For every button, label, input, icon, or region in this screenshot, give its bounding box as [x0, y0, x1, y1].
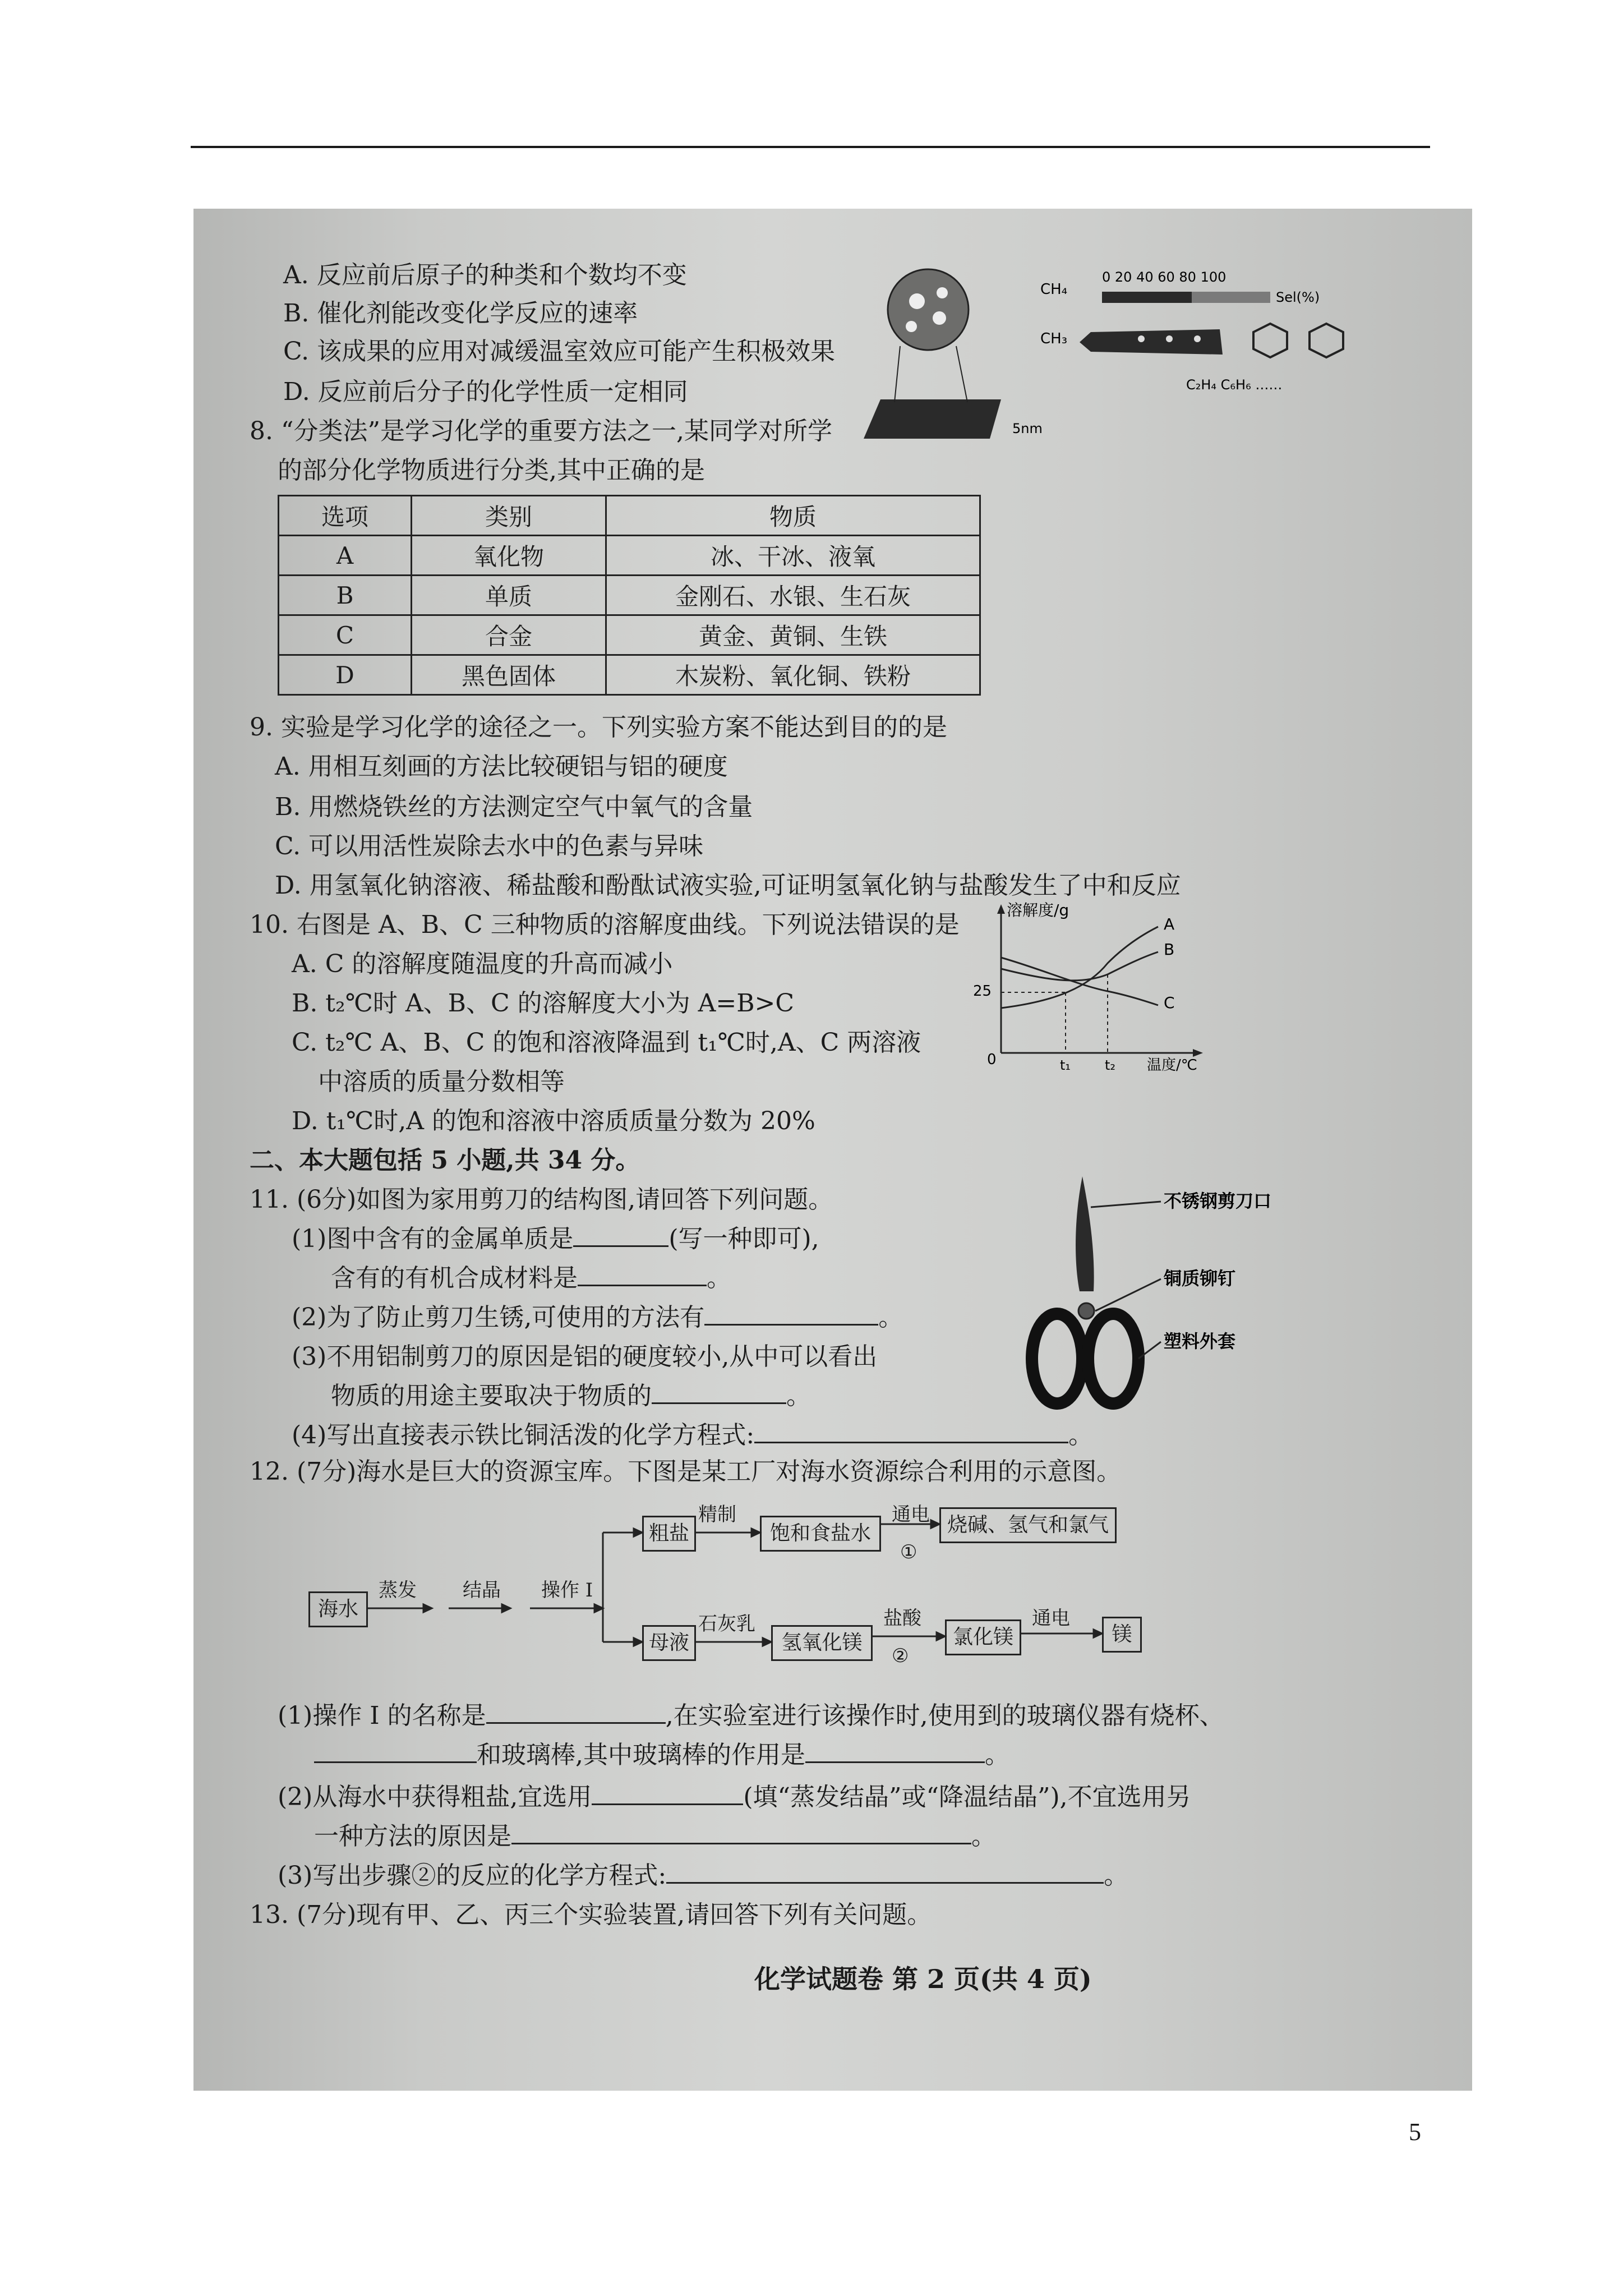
q12-part2b: 一种方法的原因是 。: [314, 1822, 996, 1851]
header-rule: [191, 146, 1430, 148]
q11-part1b: 含有的有机合成材料是 。: [331, 1264, 731, 1292]
flow-hcl: 盐酸: [883, 1607, 921, 1630]
table-row: [279, 655, 980, 695]
table-header: 物质: [606, 496, 980, 536]
answer-blank[interactable]: [573, 1225, 668, 1247]
q7-option-c: C. 该成果的应用对减缓温室效应可能产生积极效果: [283, 337, 836, 366]
table-cell: 黄金、黄铜、生铁: [606, 615, 980, 655]
q8-stem-2: 的部分化学物质进行分类,其中正确的是: [278, 456, 705, 485]
classification-table: [278, 495, 981, 696]
solubility-chart: [956, 896, 1209, 1075]
flow-evaporate: 蒸发: [379, 1579, 417, 1602]
series-label-b: B: [1164, 940, 1175, 959]
flow-refine: 精制: [698, 1503, 736, 1526]
chart-xtick-t1: t₁: [1060, 1057, 1071, 1073]
answer-blank[interactable]: [805, 1741, 985, 1763]
ch3-label: CH₃: [1040, 330, 1068, 347]
catalyst-figure: [827, 265, 1455, 444]
flow-seawater: 海水: [308, 1591, 368, 1627]
answer-blank[interactable]: [511, 1823, 971, 1844]
flow-products-1: 烧碱、氢气和氯气: [939, 1507, 1117, 1543]
q8-stem-1: 8. “分类法”是学习化学的重要方法之一,某同学对所学: [250, 417, 832, 445]
curve-b: [1001, 952, 1158, 981]
q12-part1b: 和玻璃棒,其中玻璃棒的作用是 。: [314, 1734, 1009, 1770]
q10-option-a: A. C 的溶解度随温度的升高而减小: [292, 950, 673, 978]
q7-option-b: B. 催化剂能改变化学反应的速率: [283, 299, 638, 328]
table-cell: 氧化物: [412, 536, 606, 576]
exam-photo: [193, 209, 1472, 2091]
q9-option-c: C. 可以用活性炭除去水中的色素与异味: [275, 832, 704, 861]
table-cell: A: [279, 536, 412, 576]
label-blade: 不锈钢剪刀口: [1164, 1190, 1272, 1212]
scale-ticks: 0 20 40 60 80 100: [1102, 269, 1227, 285]
chart-xlabel: 温度/℃: [1147, 1057, 1197, 1074]
q12-part3: (3)写出步骤②的反应的化学方程式: 。: [278, 1861, 1129, 1890]
flow-arrows: [193, 1488, 1203, 1678]
label-handle: 塑料外套: [1164, 1331, 1236, 1352]
flow-mgoh: 氢氧化镁: [771, 1625, 873, 1661]
answer-blank[interactable]: [754, 1421, 1068, 1443]
q10-option-c-cont: 中溶质的质量分数相等: [318, 1068, 565, 1096]
sel-label: Sel(%): [1276, 289, 1320, 305]
table-cell: 单质: [412, 576, 606, 615]
flow-step-1: ①: [900, 1541, 917, 1563]
chart-xtick-t2: t₂: [1105, 1057, 1116, 1073]
q13-stem: 13. (7分)现有甲、乙、丙三个实验装置,请回答下列有关问题。: [250, 1901, 932, 1929]
table-header-row: [279, 496, 980, 536]
q9-stem: 9. 实验是学习化学的途径之一。下列实验方案不能达到目的的是: [250, 713, 947, 742]
q11-part2: (2)为了防止剪刀生锈,可使用的方法有 。: [292, 1303, 903, 1332]
table-header: 选项: [279, 496, 412, 536]
table-cell: 合金: [412, 615, 606, 655]
q10-option-d: D. t₁℃时,A 的饱和溶液中溶质质量分数为 20%: [292, 1107, 815, 1135]
flow-lime: 石灰乳: [698, 1613, 755, 1635]
chart-origin: 0: [987, 1051, 997, 1068]
table-cell: 黑色固体: [412, 655, 606, 695]
curve-c: [1001, 958, 1158, 1005]
flow-crystal: 结晶: [463, 1579, 501, 1602]
answer-blank[interactable]: [652, 1382, 786, 1404]
flow-brine: 饱和食盐水: [760, 1516, 881, 1552]
chart-ytick: 25: [973, 983, 992, 1000]
q11-part3b: 物质的用途主要取决于物质的 。: [331, 1382, 811, 1410]
chart-ylabel: 溶解度/g: [1007, 901, 1069, 919]
q11-part4: (4)写出直接表示铁比铜活泼的化学方程式: 。: [292, 1421, 1094, 1450]
q7-option-d: D. 反应前后分子的化学性质一定相同: [283, 378, 688, 406]
q10-option-b: B. t₂℃时 A、B、C 的溶解度大小为 A=B>C: [292, 989, 795, 1018]
q12-part2a: (2)从海水中获得粗盐,宜选用 (填“蒸发结晶”或“降温结晶”),不宜选用另: [278, 1783, 1191, 1811]
curve-a: [1001, 927, 1158, 1008]
q12-stem: 12. (7分)海水是巨大的资源宝库。下图是某工厂对海水资源综合利用的示意图。: [250, 1457, 1122, 1486]
q11-part3a: (3)不用铝制剪刀的原因是铝的硬度较小,从中可以看出: [292, 1342, 878, 1371]
answer-blank[interactable]: [314, 1741, 477, 1763]
q10-stem: 10. 右图是 A、B、C 三种物质的溶解度曲线。下列说法错误的是: [250, 910, 960, 939]
table-row: [279, 615, 980, 655]
table-row: [279, 536, 980, 576]
answer-blank[interactable]: [666, 1862, 1104, 1884]
table-cell: 木炭粉、氧化铜、铁粉: [606, 655, 980, 695]
answer-blank[interactable]: [578, 1264, 707, 1286]
section-2-heading: 二、本大题包括 5 小题,共 34 分。: [250, 1146, 640, 1175]
table-cell: C: [279, 615, 412, 655]
flow-electro-1: 通电: [892, 1503, 930, 1526]
label-rivet: 铜质铆钉: [1164, 1268, 1236, 1289]
q12-part1a: (1)操作 I 的名称是 ,在实验室进行该操作时,使用到的玻璃仪器有烧杯、: [278, 1701, 1224, 1730]
flow-mother-liquor: 母液: [642, 1625, 696, 1661]
q11-stem: 11. (6分)如图为家用剪刀的结构图,请回答下列问题。: [250, 1185, 833, 1214]
flow-electro-2: 通电: [1032, 1607, 1070, 1630]
flow-crude-salt: 粗盐: [642, 1516, 696, 1552]
nm-label: 5nm: [1012, 421, 1043, 436]
table-cell: 金刚石、水银、生石灰: [606, 576, 980, 615]
flow-step-2: ②: [892, 1645, 909, 1667]
page-number: 5: [1409, 2118, 1421, 2146]
table-cell: B: [279, 576, 412, 615]
series-label-c: C: [1164, 993, 1175, 1012]
rivet-icon: [1078, 1303, 1094, 1319]
series-label-a: A: [1164, 915, 1175, 933]
ch4-label: CH₄: [1040, 281, 1068, 298]
answer-blank[interactable]: [592, 1783, 743, 1805]
q11-part1a: (1)图中含有的金属单质是 (写一种即可),: [292, 1225, 819, 1253]
exam-footer: 化学试题卷 第 2 页(共 4 页): [754, 1964, 1092, 1994]
table-cell: 冰、干冰、液氧: [606, 536, 980, 576]
flow-mgcl: 氯化镁: [945, 1619, 1021, 1655]
q10-option-c: C. t₂℃ A、B、C 的饱和溶液降温到 t₁℃时,A、C 两溶液: [292, 1028, 921, 1057]
products-label: C₂H₄ C₆H₆ ……: [1186, 377, 1283, 393]
answer-blank[interactable]: [486, 1702, 666, 1724]
q7-option-a: A. 反应前后原子的种类和个数均不变: [283, 261, 687, 289]
table-header: 类别: [412, 496, 606, 536]
q9-option-b: B. 用燃烧铁丝的方法测定空气中氧气的含量: [275, 793, 753, 821]
q9-option-a: A. 用相互刻画的方法比较硬铝与铝的硬度: [275, 752, 728, 781]
table-row: [279, 576, 980, 615]
q9-option-d: D. 用氢氧化钠溶液、稀盐酸和酚酞试液实验,可证明氢氧化钠与盐酸发生了中和反应: [275, 871, 1181, 900]
answer-blank[interactable]: [704, 1304, 878, 1326]
flow-mg: 镁: [1102, 1617, 1142, 1653]
flow-op1: 操作 I: [541, 1579, 593, 1602]
scissors-figure: [995, 1174, 1343, 1415]
table-cell: D: [279, 655, 412, 695]
